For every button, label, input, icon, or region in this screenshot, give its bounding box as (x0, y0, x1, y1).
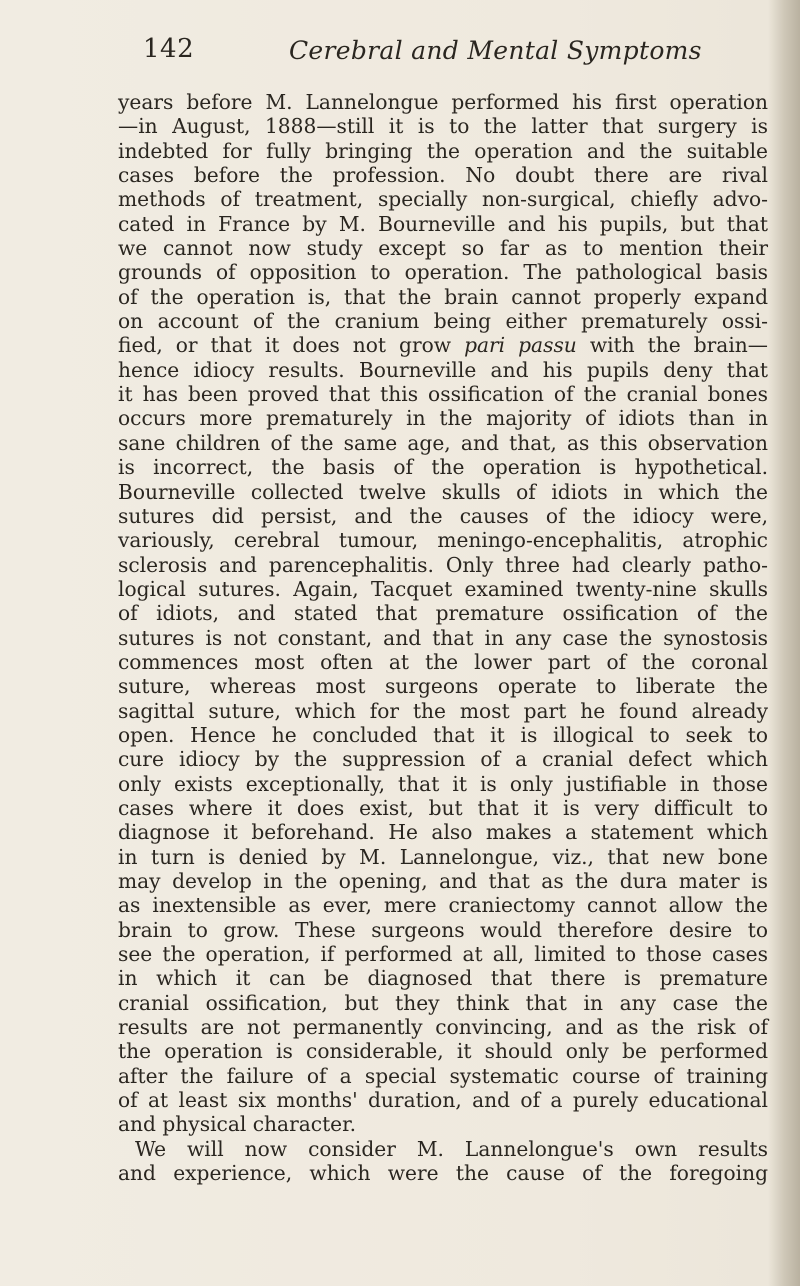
text-line: cases before the profession. No doubt there are rival (118, 163, 768, 188)
text-line (118, 333, 768, 357)
text-line: on account of the cranium being either prematurely ossi- (118, 309, 768, 334)
text-line: of at least six months' duration, and of a purely educational (118, 1088, 768, 1113)
text-segment: fied, or that it does not grow (118, 333, 465, 358)
text-line: only exists exceptionally, that it is only justifiable in those (118, 771, 768, 796)
text-line: cases where it does exist, but that it is very difficult to (118, 795, 768, 820)
text-line: commences most often at the lower part of the coronal (118, 649, 768, 674)
page-number: 142 (143, 34, 195, 64)
text-line: and experience, which were the cause of the foregoing (118, 1161, 768, 1186)
text-line: of the operation is, that the brain cannot properly expand (118, 284, 768, 309)
running-title: Cerebral and Mental Symptoms (289, 36, 702, 65)
text-line: see the operation, if performed at all, limited to those cases (118, 942, 768, 967)
text-line: after the failure of a special systematic course of training (118, 1063, 768, 1088)
text-line: sagittal suture, which for the most part he found already (118, 698, 768, 723)
text-line: may develop in the opening, and that as the dura mater is (118, 869, 768, 893)
text-line: sutures is not constant, and that in any case the synostosis (118, 625, 768, 650)
italic-phrase: pari passu (464, 333, 577, 358)
text-line: indebted for fully bringing the operation and the suitable (118, 138, 768, 163)
text-line: it has been proved that this ossification of the cranial bones (118, 382, 768, 407)
text-line: sclerosis and parencephalitis. Only three had clearly patho- (118, 552, 768, 577)
text-line: sane children of the same age, and that, as this observation (118, 430, 768, 455)
text-line: cated in France by M. Bourneville and his pupils, but that (118, 211, 768, 236)
text-line: cranial ossification, but they think that in any case the (118, 990, 768, 1015)
text-line: in turn is denied by M. Lannelongue, viz., that new bone (118, 844, 768, 869)
text-line: of idiots, and stated that premature ossification of the (118, 601, 768, 626)
text-line: —in August, 1888—still it is to the latter that surgery is (118, 114, 768, 139)
text-line: results are not permanently convincing, and as the risk of (118, 1015, 768, 1040)
text-line: variously, cerebral tumour, meningo-encephalitis, atrophic (118, 528, 768, 553)
text-line: years before M. Lannelongue performed his first operation (118, 90, 768, 114)
text-line: cure idiocy by the suppression of a cranial defect which (118, 747, 768, 772)
text-line: grounds of opposition to operation. The pathological basis (118, 260, 768, 285)
text-line: is incorrect, the basis of the operation is hypothetical. (118, 455, 768, 480)
text-line: we cannot now study except so far as to mention their (118, 236, 768, 261)
text-line: sutures did persist, and the causes of the idiocy were, (118, 503, 768, 528)
text-line: diagnose it beforehand. He also makes a statement which (118, 820, 768, 845)
text-line: methods of treatment, specially non-surgical, chiefly advo- (118, 187, 768, 212)
text-line: suture, whereas most surgeons operate to liberate the (118, 674, 768, 699)
text-line: occurs more prematurely in the majority of idiots than in (118, 406, 768, 431)
text-line: in which it can be diagnosed that there is premature (118, 966, 768, 991)
text-line: and physical character. (118, 1112, 356, 1137)
running-head (143, 34, 783, 76)
text-line: We will now consider M. Lannelongue's own results (135, 1136, 768, 1161)
text-line: Bourneville collected twelve skulls of idiots in which the (118, 479, 768, 504)
text-line: hence idiocy results. Bourneville and his pupils deny that (118, 357, 768, 382)
text-line: brain to grow. These surgeons would therefore desire to (118, 917, 768, 942)
text-segment: with the brain— (576, 333, 768, 358)
body-text (118, 90, 768, 1185)
text-line: logical sutures. Again, Tacquet examined twenty-nine skulls (118, 576, 768, 601)
text-line: open. Hence he concluded that it is illogical to seek to (118, 722, 768, 747)
text-line: the operation is considerable, it should only be performed (118, 1039, 768, 1064)
text-line: as inextensible as ever, mere craniectomy cannot allow the (118, 893, 768, 918)
